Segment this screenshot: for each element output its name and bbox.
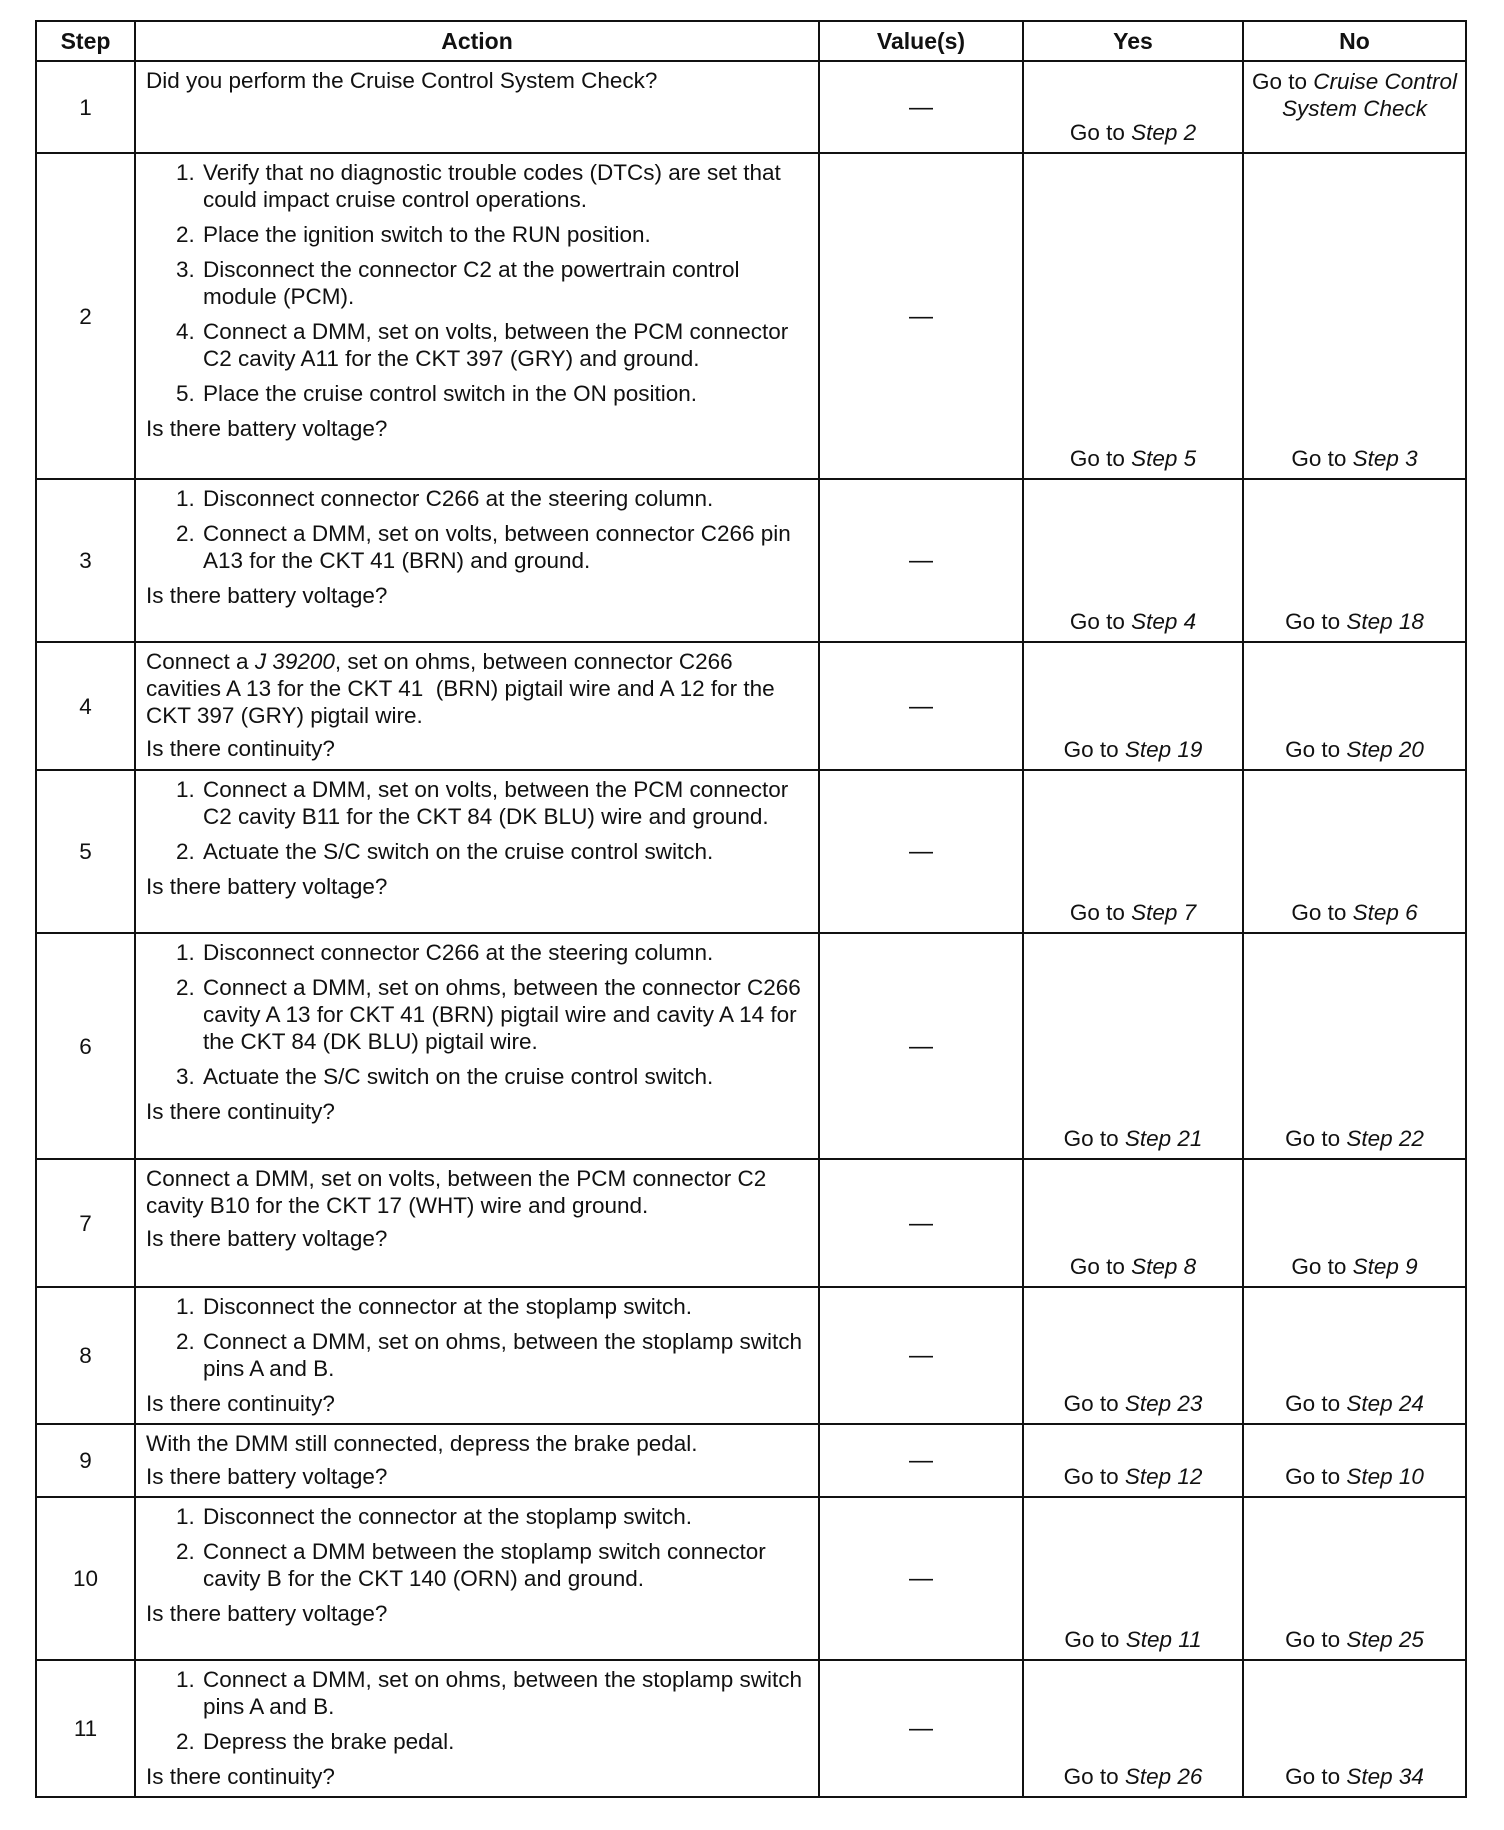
yes-cell (1023, 770, 1243, 933)
no-cell-text (1244, 68, 1465, 122)
no-cell (1243, 153, 1466, 479)
go-to-label: Go to (1285, 609, 1341, 634)
table-row (36, 153, 1466, 479)
go-to-label: Go to (1069, 120, 1125, 145)
action-cell (135, 153, 819, 479)
step-number: 8 (36, 1287, 135, 1424)
header-action: Action (135, 21, 819, 61)
no-step-ref: Step 25 (1346, 1627, 1424, 1652)
no-step-ref: Step 10 (1346, 1464, 1424, 1489)
table-row (36, 61, 1466, 153)
action-steps-list (146, 1666, 808, 1755)
action-question: Is there continuity? (146, 1099, 335, 1124)
step-number: 4 (36, 642, 135, 770)
go-to-label: Go to (1285, 1764, 1341, 1789)
no-step-ref: Cruise Control System Check (1281, 69, 1458, 121)
list-item: 2. Actuate the S/C switch on the cruise control switch. (201, 838, 808, 865)
no-cell (1243, 770, 1466, 933)
step-number: 11 (36, 1660, 135, 1797)
header-step: Step (36, 21, 135, 61)
no-cell (1243, 61, 1466, 153)
action-cell (135, 1424, 819, 1497)
action-cell (135, 642, 819, 770)
no-step-ref: Step 9 (1352, 1254, 1418, 1279)
yes-step-ref: Step 19 (1124, 737, 1203, 762)
go-to-label: Go to (1291, 900, 1347, 925)
table-row (36, 1424, 1466, 1497)
action-steps-list (146, 159, 808, 407)
action-question: Is there continuity? (146, 736, 335, 761)
yes-cell (1023, 153, 1243, 479)
go-to-label: Go to (1285, 1391, 1341, 1416)
no-step-ref: Step 24 (1346, 1391, 1424, 1416)
list-item: 1. Connect a DMM, set on ohms, between the stoplamp switch pins A and B. (201, 1666, 808, 1720)
value-cell: — (819, 1159, 1023, 1287)
table-row (36, 1660, 1466, 1797)
list-item: 2. Connect a DMM, set on ohms, between the connector C266 cavity A 13 for CKT 41 (BRN) pigtail wire and cavity A 14 for the CKT 84 (DK BLU) pigtail wire. (201, 974, 808, 1055)
action-cell (135, 1660, 819, 1797)
yes-cell (1023, 479, 1243, 642)
yes-cell (1023, 1424, 1243, 1497)
no-cell (1243, 1287, 1466, 1424)
go-to-label: Go to (1069, 446, 1125, 471)
list-item: 2. Place the ignition switch to the RUN position. (201, 221, 808, 248)
action-question: Is there continuity? (146, 1764, 335, 1789)
no-step-ref: Step 22 (1346, 1126, 1424, 1151)
no-step-ref: Step 34 (1346, 1764, 1424, 1789)
step-number: 2 (36, 153, 135, 479)
yes-step-ref: Step 21 (1124, 1126, 1203, 1151)
step-number: 1 (36, 61, 135, 153)
list-item: 2. Connect a DMM between the stoplamp switch connector cavity B for the CKT 140 (ORN) and ground. (201, 1538, 808, 1592)
action-instruction: With the DMM still connected, depress the brake pedal. (146, 1431, 698, 1456)
table-row (36, 642, 1466, 770)
no-cell (1243, 1424, 1466, 1497)
list-item: 2. Connect a DMM, set on volts, between connector C266 pin A13 for the CKT 41 (BRN) and ground. (201, 520, 808, 574)
list-item: 1. Disconnect connector C266 at the steering column. (201, 485, 808, 512)
yes-step-ref: Step 4 (1131, 609, 1197, 634)
table-row (36, 479, 1466, 642)
yes-step-ref: Step 2 (1131, 120, 1197, 145)
action-cell (135, 1159, 819, 1287)
action-question: Is there battery voltage? (146, 1464, 388, 1489)
no-step-ref: Step 20 (1346, 737, 1424, 762)
go-to-label: Go to (1285, 1126, 1341, 1151)
no-cell (1243, 933, 1466, 1159)
tool-name: J 39200 (254, 649, 335, 674)
list-item: 1. Disconnect connector C266 at the steering column. (201, 939, 808, 966)
step-number: 10 (36, 1497, 135, 1660)
step-number: 9 (36, 1424, 135, 1497)
yes-cell (1023, 1159, 1243, 1287)
yes-cell (1023, 1287, 1243, 1424)
step-number: 3 (36, 479, 135, 642)
action-cell (135, 479, 819, 642)
go-to-label: Go to (1063, 1764, 1119, 1789)
table-row (36, 1287, 1466, 1424)
value-cell: — (819, 933, 1023, 1159)
action-question: Is there battery voltage? (146, 874, 388, 899)
value-cell: — (819, 1660, 1023, 1797)
go-to-label: Go to (1063, 1126, 1119, 1151)
instruction-text: Connect a (146, 649, 255, 674)
go-to-label: Go to (1285, 1627, 1341, 1652)
action-cell (135, 933, 819, 1159)
go-to-label: Go to (1069, 609, 1125, 634)
list-item: 3. Disconnect the connector C2 at the powertrain control module (PCM). (201, 256, 808, 310)
no-cell (1243, 1497, 1466, 1660)
yes-step-ref: Step 12 (1124, 1464, 1203, 1489)
go-to-label: Go to (1285, 1464, 1341, 1489)
table-header-row (36, 21, 1466, 61)
action-cell (135, 770, 819, 933)
action-steps-list (146, 485, 808, 574)
value-cell: — (819, 1287, 1023, 1424)
yes-cell (1023, 61, 1243, 153)
yes-step-ref: Step 8 (1131, 1254, 1197, 1279)
go-to-label: Go to (1064, 1627, 1120, 1652)
action-question: Is there battery voltage? (146, 416, 388, 441)
header-yes: Yes (1023, 21, 1243, 61)
step-number: 5 (36, 770, 135, 933)
list-item: 3. Actuate the S/C switch on the cruise control switch. (201, 1063, 808, 1090)
header-no: No (1243, 21, 1466, 61)
list-item: 1. Connect a DMM, set on volts, between the PCM connector C2 cavity B11 for the CKT 84 (DK BLU) wire and ground. (201, 776, 808, 830)
list-item: 1. Disconnect the connector at the stoplamp switch. (201, 1293, 808, 1320)
yes-step-ref: Step 7 (1131, 900, 1197, 925)
go-to-label: Go to (1063, 1464, 1119, 1489)
value-cell: — (819, 642, 1023, 770)
table-row (36, 1497, 1466, 1660)
action-steps-list (146, 1503, 808, 1592)
action-question: Is there battery voltage? (146, 1226, 388, 1251)
yes-step-ref: Step 23 (1124, 1391, 1203, 1416)
no-cell (1243, 642, 1466, 770)
action-instruction (146, 648, 808, 729)
list-item: 4. Connect a DMM, set on volts, between the PCM connector C2 cavity A11 for the CKT 397 (GRY) and ground. (201, 318, 808, 372)
value-cell: — (819, 61, 1023, 153)
no-cell (1243, 479, 1466, 642)
no-step-ref: Step 6 (1352, 900, 1418, 925)
table-row (36, 933, 1466, 1159)
list-item: 1. Verify that no diagnostic trouble codes (DTCs) are set that could impact cruise control operations. (201, 159, 808, 213)
yes-cell (1023, 1497, 1243, 1660)
go-to-label: Go to (1291, 446, 1347, 471)
value-cell: — (819, 153, 1023, 479)
step-number: 7 (36, 1159, 135, 1287)
no-cell (1243, 1660, 1466, 1797)
action-question: Is there battery voltage? (146, 583, 388, 608)
value-cell: — (819, 1497, 1023, 1660)
yes-step-ref: Step 5 (1131, 446, 1197, 471)
step-number: 6 (36, 933, 135, 1159)
no-step-ref: Step 3 (1352, 446, 1418, 471)
action-question: Is there battery voltage? (146, 1601, 388, 1626)
go-to-label: Go to (1069, 1254, 1125, 1279)
table-row (36, 770, 1466, 933)
go-to-label: Go to (1251, 69, 1307, 94)
yes-cell (1023, 933, 1243, 1159)
value-cell: — (819, 479, 1023, 642)
action-cell (135, 1287, 819, 1424)
table-row (36, 1159, 1466, 1287)
action-cell (135, 1497, 819, 1660)
go-to-label: Go to (1063, 1391, 1119, 1416)
value-cell: — (819, 770, 1023, 933)
list-item: 2. Depress the brake pedal. (201, 1728, 808, 1755)
value-cell: — (819, 1424, 1023, 1497)
list-item: 2. Connect a DMM, set on ohms, between the stoplamp switch pins A and B. (201, 1328, 808, 1382)
go-to-label: Go to (1285, 737, 1341, 762)
go-to-label: Go to (1063, 737, 1119, 762)
yes-cell (1023, 1660, 1243, 1797)
action-cell (135, 61, 819, 153)
yes-step-ref: Step 11 (1125, 1627, 1202, 1652)
no-step-ref: Step 18 (1346, 609, 1424, 634)
instruction-text: , set on ohms, between connector C266 cavities A 13 for the CKT 41 (BRN) pigtail wire and A 12 for the CKT 397 (GRY) pigtail wire. (146, 649, 781, 728)
list-item: 1. Disconnect the connector at the stoplamp switch. (201, 1503, 808, 1530)
go-to-label: Go to (1069, 900, 1125, 925)
action-steps-list (146, 776, 808, 865)
action-steps-list (146, 1293, 808, 1382)
go-to-label: Go to (1291, 1254, 1347, 1279)
yes-step-ref: Step 26 (1124, 1764, 1203, 1789)
header-values: Value(s) (819, 21, 1023, 61)
yes-cell (1023, 642, 1243, 770)
action-instruction: Connect a DMM, set on volts, between the PCM connector C2 cavity B10 for the CKT 17 (WHT) wire and ground. (146, 1166, 767, 1218)
no-cell (1243, 1159, 1466, 1287)
list-item: 5. Place the cruise control switch in the ON position. (201, 380, 808, 407)
action-instruction: Did you perform the Cruise Control System Check? (146, 68, 658, 93)
action-steps-list (146, 939, 808, 1090)
diagnostic-table (35, 20, 1467, 1798)
action-question: Is there continuity? (146, 1391, 335, 1416)
